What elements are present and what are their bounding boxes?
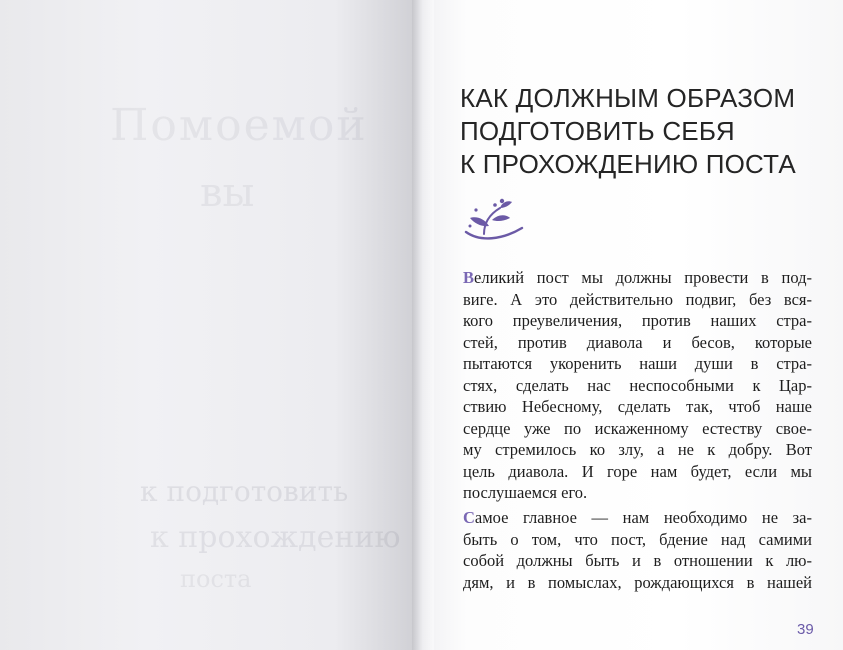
chapter-title bbox=[460, 82, 796, 181]
text-line: му стремилось ко злу, а не к добру. Вот bbox=[463, 440, 812, 459]
chapter-title-line: К ПРОХОЖДЕНИЮ ПОСТА bbox=[460, 149, 796, 179]
text-line: собой должны быть и в отношении к лю- bbox=[463, 551, 812, 570]
text-line: кого преувеличения, против наших стра- bbox=[463, 311, 812, 330]
show-through-text: к подготовить bbox=[140, 475, 349, 508]
show-through-text: к прохождению bbox=[150, 520, 401, 555]
chapter-title-line: ПОДГОТОВИТЬ СЕБЯ bbox=[460, 116, 735, 146]
show-through-text: Помоемой bbox=[110, 100, 368, 151]
right-page bbox=[434, 0, 843, 650]
text-line: цель диавола. И горе нам будет, если мы bbox=[463, 461, 812, 481]
text-line: Великий пост мы должны провести в под- bbox=[463, 268, 812, 287]
text-line: стях, сделать нас неспособными к Цар- bbox=[463, 375, 812, 395]
text-line: Самое главное — нам необходимо не за- bbox=[463, 508, 812, 527]
text-line: сердце уже по искаженному естеству свое- bbox=[463, 418, 812, 438]
show-through-text: вы bbox=[200, 170, 255, 216]
drop-initial: С bbox=[463, 508, 475, 527]
paragraph bbox=[463, 507, 812, 593]
left-page bbox=[0, 0, 418, 650]
text-line: дям, и в помыслах, рождающихся в нашей bbox=[463, 572, 812, 592]
show-through-text: поста bbox=[180, 565, 252, 593]
text-line: пытаются укоренить наши души в стра- bbox=[463, 354, 812, 373]
chapter-title-line: КАК ДОЛЖНЫМ ОБРАЗОМ bbox=[460, 83, 796, 113]
book-gutter bbox=[412, 0, 436, 650]
text-line: ствию Небесному, сделать так, чтоб наше bbox=[463, 397, 812, 416]
floral-ornament-icon bbox=[462, 196, 526, 242]
text-line: виге. А это действительно подвиг, без вся- bbox=[463, 289, 812, 309]
page-number: 39 bbox=[797, 621, 814, 638]
paragraph bbox=[463, 267, 812, 504]
text-line: быть о том, что пост, бдение над самими bbox=[463, 529, 812, 549]
text-line: стей, против диавола и бесов, которые bbox=[463, 332, 812, 352]
drop-initial: В bbox=[463, 268, 475, 287]
text-line: послушаемся его. bbox=[463, 483, 588, 502]
